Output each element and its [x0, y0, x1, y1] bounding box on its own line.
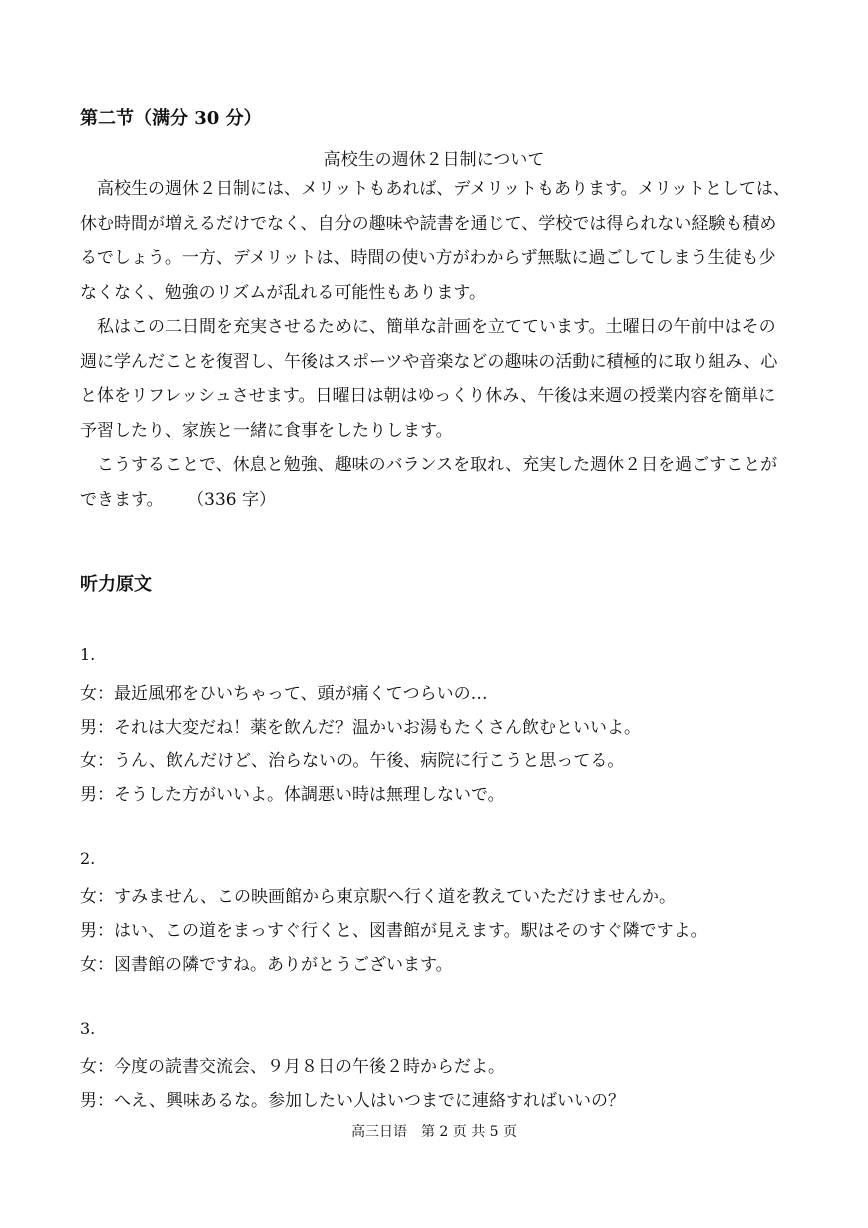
- question-number: 3.: [80, 1019, 96, 1038]
- dialogue-line: [80, 780, 820, 805]
- dialogue-line: [80, 882, 820, 907]
- essay-paragraph-2: [80, 310, 792, 448]
- dialogue-text: へえ、興味あるな。参加したい人はいつまでに連絡すればいいの？: [114, 1091, 626, 1111]
- page-footer: 高三日语 第 2 页 共 5 页: [350, 1124, 518, 1140]
- essay-paragraph-2-text: 私はこの二日間を充実させるために、簡単な計画を立てています。土曜日の午前中はその週に学んだことを復習し、午後はスポーツや音楽などの趣味の活動に積極的に取り組み、心と体をリフレッシュさせます。日曜日は朝はゆっくり休み、午後は来週の授業内容を簡単に予習したり、家族と一緒に食事をしたりします。: [80, 317, 778, 441]
- dialogue-line: [80, 746, 820, 771]
- dialogue-line: [80, 950, 820, 975]
- dialogue-line: [80, 1052, 820, 1077]
- essay-paragraph-3: [80, 448, 792, 517]
- dialogue-text: 図書館の隣ですね。ありがとうございます。: [114, 955, 453, 975]
- dialogue-text: そうした方がいいよ。体調悪い時は無理しないで。: [114, 785, 505, 805]
- dialogue-text: すみません、この映画館から東京駅へ行く道を教えていただけませんか。: [114, 887, 677, 907]
- essay-paragraph-3-text: こうすることで、休息と勉強、趣味のバランスを取れ、充実した週休２日を過ごすことができます。: [80, 455, 778, 510]
- char-count: （336 字）: [195, 489, 276, 510]
- speaker-label: 男：: [80, 785, 114, 805]
- essay-paragraph-1: [80, 172, 792, 310]
- question-number: 2.: [80, 849, 96, 868]
- dialogue-line: [80, 916, 820, 941]
- speaker-label: 女：: [80, 751, 114, 771]
- dialogue-text: はい、この道をまっすぐ行くと、図書館が見えます。駅はそのすぐ隣ですよ。: [114, 921, 708, 941]
- dialogue-text: 最近風邪をひいちゃって、頭が痛くてつらいの…: [114, 684, 488, 704]
- dialogue-line: [80, 679, 820, 704]
- dialogue-line: [80, 713, 820, 738]
- dialogue-text: それは大変だね！薬を飲んだ？温かいお湯もたくさん飲むといいよ。: [114, 718, 641, 738]
- speaker-label: 女：: [80, 955, 114, 975]
- speaker-label: 男：: [80, 921, 114, 941]
- question-number: 1.: [80, 645, 96, 664]
- dialogue-text: 今度の読書交流会、９月８日の午後２時からだよ。: [114, 1057, 505, 1077]
- dialogue-text: うん、飲んだけど、治らないの。午後、病院に行こうと思ってる。: [114, 751, 625, 771]
- essay-title: 高校生の週休２日制について: [323, 150, 545, 170]
- listening-title: 听力原文: [80, 574, 152, 595]
- dialogue-line: [80, 1086, 820, 1111]
- speaker-label: 男：: [80, 1091, 114, 1111]
- speaker-label: 女：: [80, 684, 114, 704]
- essay-paragraph-1-text: 高校生の週休２日制には、メリットもあれば、デメリットもあります。メリットとしては、休む時間が増えるだけでなく、自分の趣味や読書を通じて、学校では得られない経験も積めるでしょう。一方、デメリットは、時間の使い方がわからず無駄に過ごしてしまう生徒も少なくなく、勉強のリズムが乱れる可能性もあります。: [80, 179, 790, 303]
- speaker-label: 男：: [80, 718, 114, 738]
- speaker-label: 女：: [80, 1057, 114, 1077]
- section-title: 第二节（满分 30 分）: [80, 108, 262, 129]
- speaker-label: 女：: [80, 887, 114, 907]
